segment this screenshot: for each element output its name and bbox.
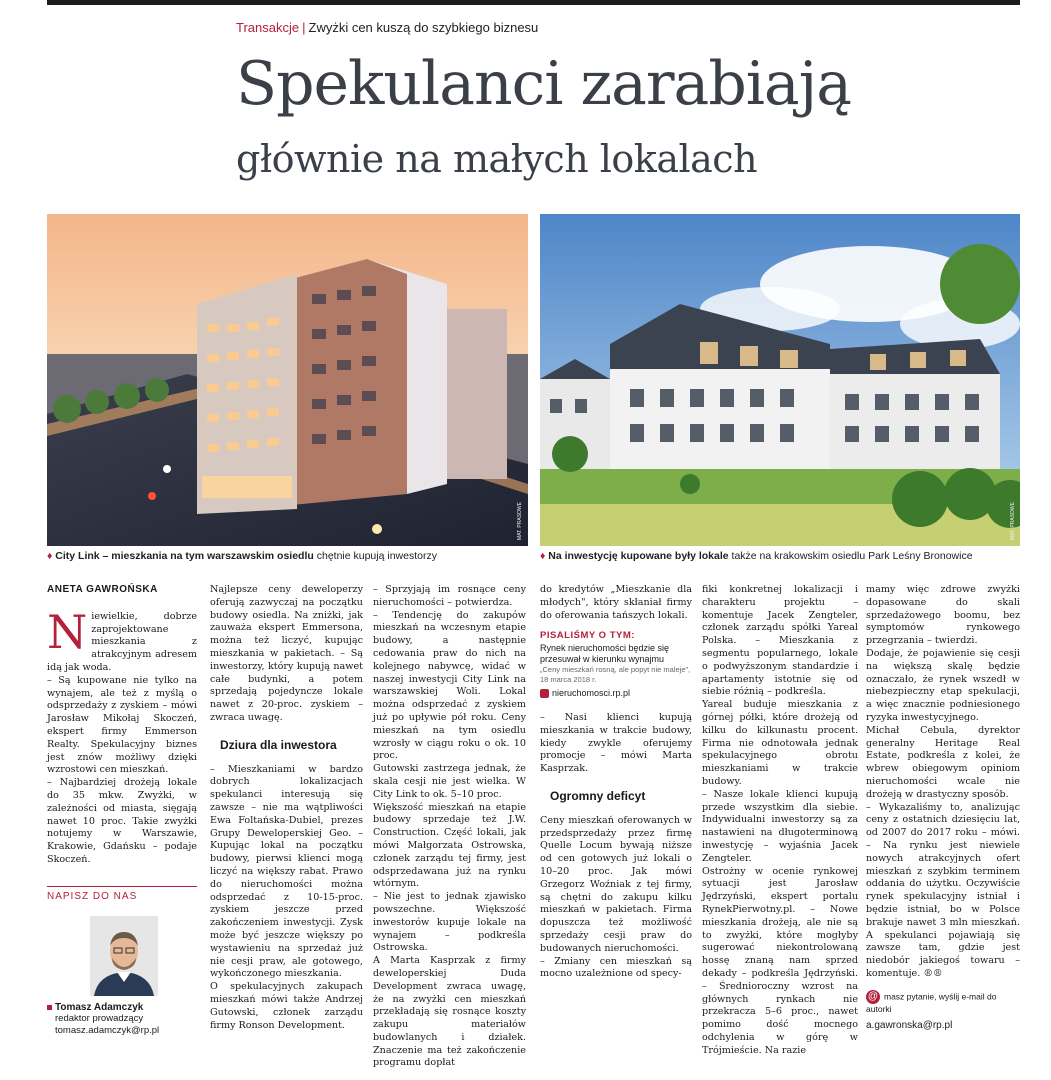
contact-title: NAPISZ DO NAS bbox=[47, 886, 197, 902]
kicker-text: Zwyżki cen kuszą do szybkiego biznesu bbox=[308, 20, 539, 35]
photo1-credit: MAT. PRASOWE bbox=[517, 502, 523, 540]
caption1-bold: City Link – mieszkania na tym warszawskim osiedlu bbox=[55, 550, 314, 562]
caption1-rest: chętnie kupują inwestorzy bbox=[313, 550, 437, 562]
paragraph: Gutowski zastrzega jednak, że skala cesji nie jest wielka. W City Link to ok. 5–10 proc. bbox=[373, 763, 526, 800]
photo-city-link bbox=[47, 214, 528, 546]
related-link-text[interactable]: nieruchomosci.rp.pl bbox=[552, 688, 631, 699]
paragraph: Większość mieszkań na etapie budowy sprzedaje też J.W. Construction. Część lokali, jak mówi Małgorzata Ostrowska, członek zarządu tej firmy, jest odsprzedawana już na rynku wtórnym. bbox=[373, 801, 526, 890]
paragraph: – Nasze lokale klienci kupują przede wszystkim dla siebie. Indywidualni inwestorzy są za nastawieni na długoterminową inwestycję – wyjaśnia Jacek Zengteler. bbox=[702, 788, 858, 864]
paragraph bbox=[866, 802, 1020, 981]
paragraph: Ceny mieszkań oferowanych w przedsprzedaży przez firmę Quelle Locum bywają niższe od cen gotowych już lokali o 10–20 proc. Jak mówi Grzegorz Woźniak z tej firmy, są chętni do zakupu kilku mieszkań w pakietach. Firma dopuszcza też możliwość sprzedaży cesji praw do budowanych nieruchomości. bbox=[540, 814, 692, 954]
end-mark: ®® bbox=[923, 967, 943, 979]
paragraph: – Tendencję do zakupów mieszkań na wczesnym etapie budowy, a następnie cedowania praw do nich na kolejnego nabywcę, widać w naszej inwestycji City Link na warszawskiej Woli. Lokal można odsprzedać z zyskiem już po upływie pół roku. Ceny mieszkań na tym osiedlu wzrosły w ciągu roku o ok. 10 proc. bbox=[373, 609, 526, 762]
column-5 bbox=[702, 584, 858, 1057]
related-text: Rynek nieruchomości będzie się przesuwał w kierunku wynajmu bbox=[540, 643, 670, 665]
column-6 bbox=[866, 584, 1020, 981]
paragraph: – Najbardziej drożeją lokale do 35 mkw. Zwyżki, w zależności od miasta, sięgają nawet 10 proc. Takie zwyżki notujemy w Warszawie, Krakowie, Gdańsku – podaje Skoczeń. bbox=[47, 777, 197, 865]
photo-park-lesny bbox=[540, 214, 1020, 546]
paragraph: – Są kupowane nie tylko na wynajem, ale też z myślą o odsprzedaży z zyskiem – mówi Jarosław Mikołaj Skoczeń, ekspert firmy Emmerson Realty. Spekulacyjny biznes jest znów możliwy dzięki wzrostowi cen mieszkań. bbox=[47, 674, 197, 776]
paragraph: mamy więc zdrowe zwyżki dopasowane do skali sprzedażowego boomu, bez symptomów rynkowego przegrzania – twierdzi. bbox=[866, 584, 1020, 647]
lead-paragraph bbox=[47, 604, 197, 675]
editor-name-row bbox=[47, 1002, 197, 1013]
contact-box bbox=[47, 886, 197, 1037]
editor-role: redaktor prowadzący bbox=[55, 1013, 144, 1024]
subheading-dziura: Dziura dla inwestora bbox=[220, 737, 337, 752]
editor-avatar bbox=[90, 916, 158, 996]
author-email-link[interactable]: a.gawronska@rp.pl bbox=[866, 1020, 953, 1031]
column-2 bbox=[210, 584, 363, 1032]
author-byline: ANETA GAWROŃSKA bbox=[47, 584, 158, 595]
caption-bullet: ♦ bbox=[540, 550, 549, 562]
caption2-rest: także na krakowskim osiedlu Park Leśny Bronowice bbox=[728, 550, 973, 562]
column-3 bbox=[373, 584, 526, 1070]
mail-prompt-row bbox=[866, 990, 1020, 1014]
paragraph: Dodaje, że pojawienie się cesji na większą skalę będzie oznaczało, że rynek wszedł w niebezpieczny etap spekulacji, a więc znacznie podniesionego ryzyka inwestycyjnego. bbox=[866, 647, 1020, 723]
paragraph: Yareal buduje mieszkania z górnej półki, które drożeją od kilku do kilkunastu procent. Firma nie odnotowała jednak spekulacyjnego obrotu mieszkaniami w trakcie budowy. bbox=[702, 699, 858, 787]
final-text: – Wykazaliśmy to, analizując ceny z ostatnich dziesięciu lat, od 2007 do 2017 roku – mówi. – Na rynku jest niewiele nowych atrakcyjnych ofert mieszkań z szybkim terminem oddania do użytku. Oczywiście rynek spekulacyjny istniał i będzie istniał, bo w Polsce brakuje nawet 3 mln mieszkań. A spekulanci pojawiają się zawsze tam, gdzie jest niedobór jakiegoś towaru – komentuje. bbox=[866, 801, 1020, 979]
author-mail-box bbox=[866, 990, 1020, 1031]
paragraph: – Sprzyjają im rosnące ceny nieruchomości – potwierdza. bbox=[373, 584, 526, 608]
link-icon bbox=[540, 689, 549, 698]
bullet-square-icon bbox=[47, 1005, 52, 1010]
column-4 bbox=[540, 584, 692, 981]
top-rule bbox=[47, 0, 1020, 5]
editor-email-link[interactable]: tomasz.adamczyk@rp.pl bbox=[55, 1025, 160, 1036]
paragraph: – Nasi klienci kupują mieszkania w trakcie budowy, kiedy zwykle oferujemy promocje – mówi Marta Kasprzak. bbox=[540, 711, 692, 775]
paragraph: A Marta Kasprzak z firmy deweloperskiej Duda Development zwraca uwagę, że na zwyżki cen mieszkań przekładają się rosnące koszty zakupu materiałów budowlanych i działek. Znaczenie ma też zakończenie programu dopłat bbox=[373, 955, 526, 1069]
caption2-bold: Na inwestycję kupowane były lokale bbox=[548, 550, 729, 562]
paragraph: – Nie jest to jednak zjawisko powszechne. Większość inwestorów kupuje lokale na wynajem – podkreśla Ostrowska. bbox=[373, 891, 526, 954]
section-label[interactable]: Transakcje bbox=[236, 20, 300, 35]
paragraph: fiki konkretnej lokalizacji i charakteru projektu – komentuje Jacek Zengteler, członek zarządu spółki Yareal Polska. – Mieszkania z segmentu popularnego, lokale o podwyższonym standardzie i apartamenty istotnie się od siebie różnią – podkreśla. bbox=[702, 584, 858, 698]
photo2-credit: MAT. PRASOWE bbox=[1010, 502, 1016, 540]
caption-photo2 bbox=[540, 550, 973, 562]
paragraph: Michał Cebula, dyrektor generalny Heritage Real Estate, podkreśla z kolei, że wbrew obiegowym opiniom nieruchomości wcale nie drożeją w drastyczny sposób. bbox=[866, 724, 1020, 800]
headline-sub: głównie na małych lokalach bbox=[236, 137, 758, 181]
subheading-deficyt: Ogromny deficyt bbox=[550, 788, 646, 803]
column-1 bbox=[47, 584, 197, 867]
paragraph: – Mieszkaniami w bardzo dobrych lokalizacjach spekulanci interesują się zawsze – nie ma wątpliwości Ewa Foltańska-Dubiel, prezes Grupy Deweloperskiej Geo. – Kupując lokal na początku budowy, pierwsi klienci mogą liczyć na większy rabat. Prawo do nieruchomości można odsprzedać z 10-15-proc. zyskiem jeszcze przed zakończeniem inwestycji. Zysk może być jeszcze większy po wystawieniu na sprzedaż już nie cesji praw, ale gotowego, wykończonego mieszkania. bbox=[210, 763, 363, 980]
editor-name: Tomasz Adamczyk bbox=[55, 1002, 144, 1013]
paragraph: O spekulacyjnych zakupach mieszkań mówi także Andrzej Gutowski, członek zarządu firmy Ronson Development. bbox=[210, 981, 363, 1031]
caption-photo1 bbox=[47, 550, 437, 562]
paragraph: do kredytów „Mieszkanie dla młodych", który skłaniał firmy do oferowania tańszych lokali. bbox=[540, 584, 692, 621]
paragraph: Najlepsze ceny deweloperzy oferują zazwyczaj na początku budowy osiedla. Na zniżki, jak zauważa ekspert Emmersona, można też liczyć, kupując mieszkania w pakietach. – Są inwestorzy, który kupują nawet całe budynki, a potem sprzedają pojedyncze lokale nawet z 20-proc. zyskiem – zwraca uwagę. bbox=[210, 584, 363, 723]
related-title: PISALIŚMY O TYM: bbox=[540, 630, 635, 642]
mail-prompt: masz pytanie, wyślij e-mail do autorki bbox=[866, 991, 997, 1014]
lead-text: iewielkie, dobrze zaprojektowane mieszkania z atrakcyjnym adresem idą jak woda. bbox=[47, 610, 197, 673]
at-icon: @ bbox=[867, 991, 879, 1002]
paragraph: – Zmiany cen mieszkań są mocno uzależnione od specy- bbox=[540, 955, 692, 980]
caption-bullet: ♦ bbox=[47, 550, 56, 562]
related-article-box bbox=[540, 630, 692, 700]
related-link[interactable] bbox=[540, 687, 692, 700]
drop-cap: N bbox=[47, 604, 88, 659]
related-quote: „Ceny mieszkań rosną, ale popyt nie maleje", 18 marca 2018 r. bbox=[540, 665, 691, 684]
paragraph: Ostrożny w ocenie rynkowej sytuacji jest Jarosław Jędrzyński, ekspert portalu RynekPierwotny.pl. – Nowe mieszkania drożeją, ale nie są to zwyżki, które mogłyby sugerować niekontrolowaną hossę znaną nam sprzed dekady – podkreśla Jędrzyński. – Średnioroczny wzrost na głównych rynkach nie przekracza 5–6 proc., nawet pomimo dość mocnego odchylenia w górę w Trójmieście. Na razie bbox=[702, 865, 858, 1056]
kicker-separator: | bbox=[302, 20, 306, 35]
headline-main: Spekulanci zarabiają bbox=[236, 49, 852, 119]
section-kicker bbox=[236, 20, 538, 35]
